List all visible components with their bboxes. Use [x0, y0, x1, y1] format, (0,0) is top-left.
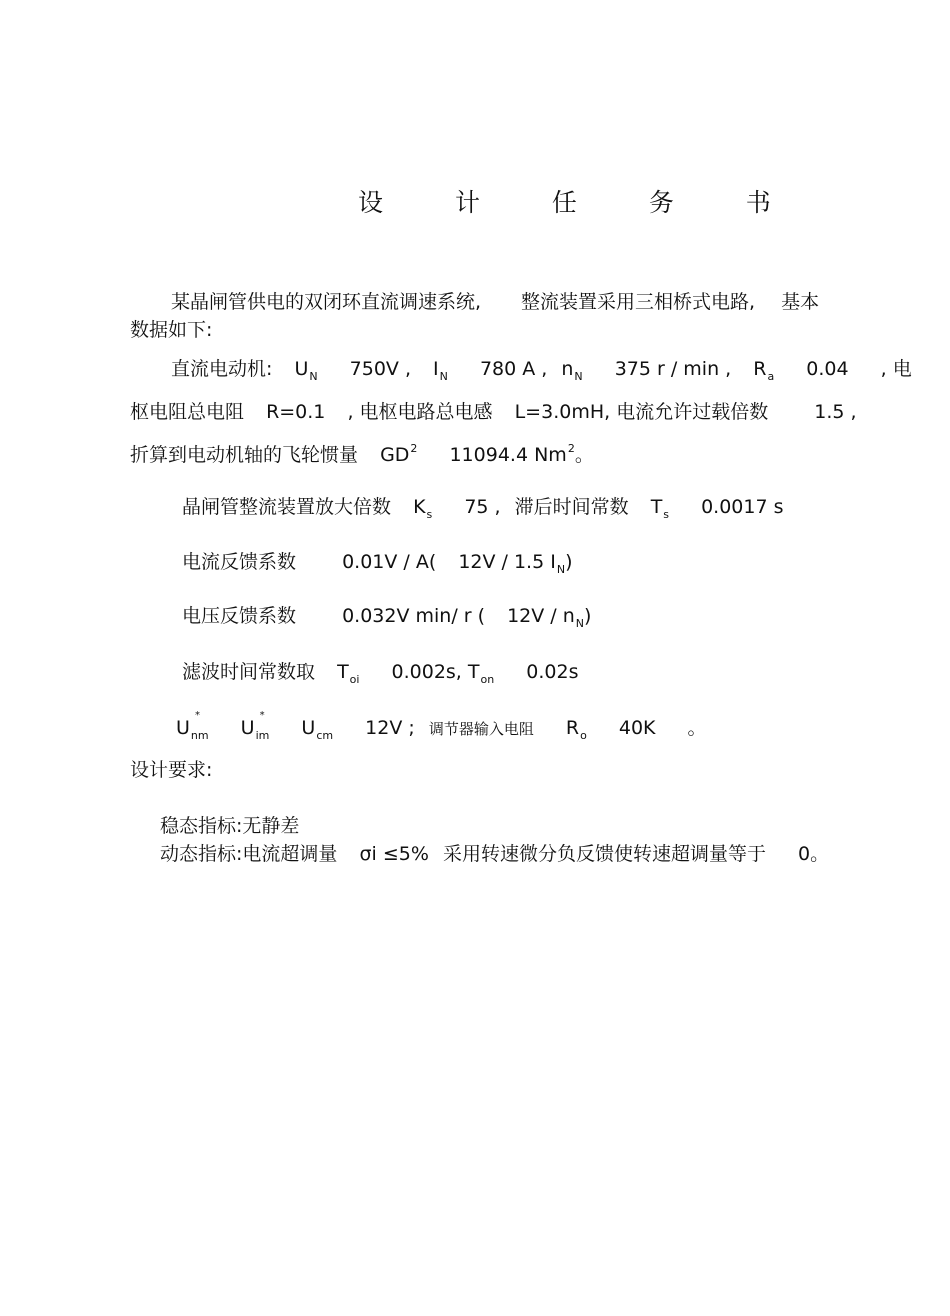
toi-subscript: oi	[349, 673, 360, 686]
motor-line-2	[130, 400, 857, 424]
scr-line	[182, 495, 784, 522]
uim-symbol: U	[240, 717, 255, 739]
ton-symbol: T	[467, 661, 480, 683]
speed-feedback-text: 采用转速微分负反馈使转速超调量等于	[442, 843, 766, 865]
dynamic-label: 动态指标:电流超调量	[160, 843, 338, 865]
gd-value: 11094.4 Nm	[449, 444, 567, 466]
voltage-feedback-end: )	[584, 605, 592, 627]
voltage-feedback-value: 0.032V min/ r (	[342, 605, 486, 627]
steady-state-requirement: 稳态指标:无静差	[160, 815, 300, 837]
in-value: 780 A ,	[479, 358, 548, 380]
speed-overshoot-value: 0。	[798, 843, 830, 865]
ts-symbol: T	[650, 496, 663, 518]
uim-subscript: im	[255, 729, 270, 742]
motor-label: 直流电动机:	[171, 358, 273, 380]
motor-tail: , 电	[880, 358, 912, 380]
delay-label: 滞后时间常数	[514, 496, 629, 518]
voltage-feedback-subscript: N	[575, 617, 585, 630]
in-subscript: N	[439, 370, 448, 383]
overload-value: 1.5 ,	[814, 401, 857, 423]
scr-gain-label: 晶闸管整流装置放大倍数	[182, 496, 392, 518]
ks-symbol: K	[413, 496, 426, 518]
dynamic-requirement	[160, 842, 829, 866]
overload-label: 电流允许过载倍数	[616, 401, 769, 423]
in-symbol: I	[433, 358, 439, 380]
gd-symbol: GD	[380, 444, 410, 466]
un-subscript: N	[309, 370, 318, 383]
motor-line-3	[130, 443, 594, 470]
limits-end: 。	[687, 717, 707, 739]
intro-line-2: 数据如下:	[130, 319, 213, 341]
toi-value: 0.002s,	[391, 661, 462, 683]
motor-line-1	[171, 357, 912, 384]
ts-subscript: s	[663, 508, 670, 521]
r0-subscript: o	[580, 729, 587, 742]
ks-subscript: s	[426, 508, 433, 521]
gd-unit-superscript: 2	[567, 442, 575, 455]
nn-symbol: n	[561, 358, 574, 380]
intro-part-3: 基本	[781, 291, 820, 313]
ton-value: 0.02s	[526, 661, 579, 683]
voltage-feedback-label: 电压反馈系数	[182, 605, 297, 627]
armature-resistance-label: 枢电阻总电阻	[130, 401, 245, 423]
intro-part-1: 某晶闸管供电的双闭环直流调速系统,	[171, 291, 482, 313]
limits-line	[176, 710, 707, 743]
flywheel-label: 折算到电动机轴的飞轮惯量	[130, 444, 359, 466]
r0-symbol: R	[565, 717, 580, 739]
nn-subscript: N	[574, 370, 583, 383]
armature-inductance-value: L=3.0mH,	[514, 401, 611, 423]
gd-end: 。	[574, 444, 594, 466]
current-feedback-end: )	[565, 551, 573, 573]
regulator-resistance-label: 调节器输入电阻	[428, 720, 534, 738]
unm-star: *	[195, 710, 200, 721]
toi-symbol: T	[337, 661, 349, 683]
requirements-heading: 设计要求:	[130, 759, 213, 781]
intro-part-2: 整流装置采用三相桥式电路,	[521, 291, 756, 313]
current-feedback-line	[182, 550, 572, 577]
unm-subscript: nm	[190, 729, 209, 742]
r0-value: 40K	[618, 717, 656, 739]
armature-inductance-label: , 电枢电路总电感	[347, 401, 493, 423]
current-feedback-value: 0.01V / A(	[342, 551, 437, 573]
limit-value: 12V ;	[365, 717, 415, 739]
intro-line-1	[171, 290, 819, 314]
filter-line	[182, 660, 578, 687]
filter-label: 滤波时间常数取	[182, 661, 316, 683]
ts-value: 0.0017 s	[701, 496, 784, 518]
un-value: 750V ,	[349, 358, 411, 380]
current-feedback-label: 电流反馈系数	[182, 551, 297, 573]
uim-star: *	[259, 710, 265, 721]
gd-superscript: 2	[410, 442, 418, 455]
current-feedback-expr: 12V / 1.5 I	[458, 551, 556, 573]
overshoot-value: σi ≤5%	[359, 843, 429, 865]
un-symbol: U	[294, 358, 309, 380]
voltage-feedback-expr: 12V / n	[507, 605, 575, 627]
unm-symbol: U	[176, 717, 190, 739]
voltage-feedback-line	[182, 604, 591, 631]
current-feedback-subscript: N	[556, 563, 566, 576]
unm-term	[176, 710, 200, 740]
ra-symbol: R	[753, 358, 767, 380]
ks-value: 75 ,	[464, 496, 501, 518]
document-title: 设 计 任 务 书	[358, 188, 803, 217]
armature-resistance-value: R=0.1	[266, 401, 326, 423]
ra-value: 0.04	[806, 358, 849, 380]
ucm-symbol: U	[301, 717, 316, 739]
ra-subscript: a	[767, 370, 775, 383]
nn-value: 375 r / min ,	[614, 358, 732, 380]
ucm-subscript: cm	[316, 729, 334, 742]
ton-subscript: on	[480, 673, 495, 686]
